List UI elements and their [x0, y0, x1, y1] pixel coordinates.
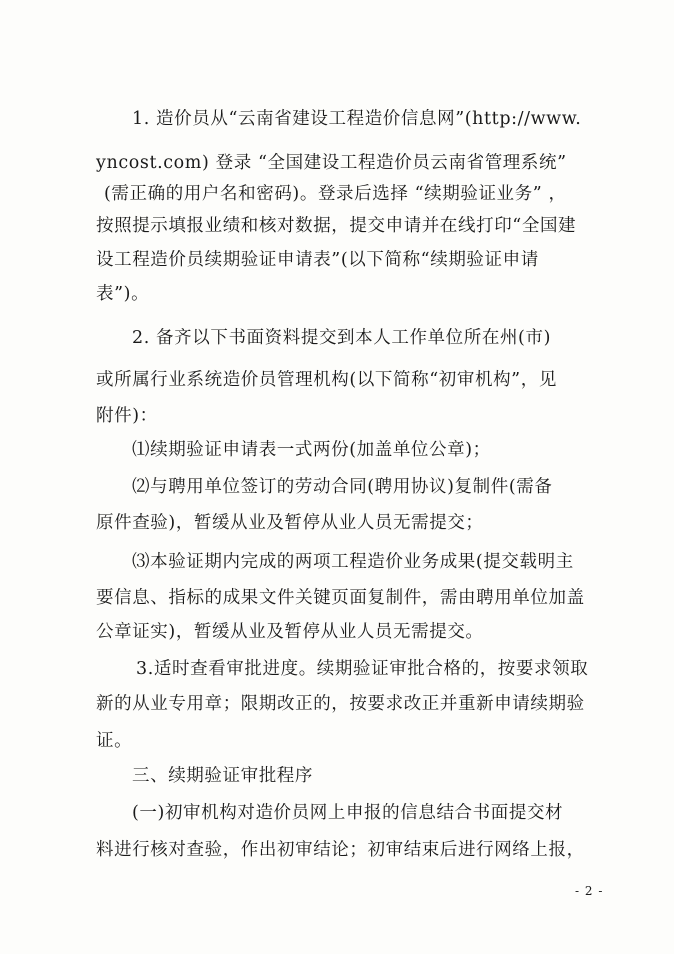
text-line: (需正确的用户名和密码)。登录后选择 “续期验证业务” ， — [104, 184, 567, 204]
text-line: 附件)： — [96, 406, 158, 426]
text-line: 证。 — [96, 731, 133, 751]
page-number: - 2 - — [575, 884, 604, 898]
text-line: 1. 造价员从“云南省建设工程造价信息网”(http://www. — [132, 109, 582, 129]
text-line: ⑶本验证期内完成的两项工程造价业务成果(提交载明主 — [132, 552, 574, 572]
text-line: 或所属行业系统造价员管理机构(以下简称“初审机构”，见 — [96, 370, 557, 390]
text-line: 表”)。 — [96, 284, 150, 304]
text-line: 料进行核对查验，作出初审结论；初审结束后进行网络上报， — [96, 840, 585, 860]
text-line: 公章证实)，暂缓从业及暂停从业人员无需提交。 — [96, 622, 484, 642]
text-line: 要信息、指标的成果文件关键页面复制件，需由聘用单位加盖 — [96, 588, 585, 608]
text-line: 设工程造价员续期验证申请表”(以下简称“续期验证申请 — [96, 250, 539, 270]
text-line: 2. 备齐以下书面资料提交到本人工作单位所在州(市) — [132, 328, 552, 348]
text-line: 原件查验)，暂缓从业及暂停从业人员无需提交； — [96, 513, 484, 533]
text-line: ⑵与聘用单位签订的劳动合同(聘用协议)复制件(需备 — [132, 477, 553, 497]
text-line: ⑴续期验证申请表一式两份(加盖单位公章)； — [132, 440, 491, 460]
text-line: 按照提示填报业绩和核对数据，提交申请并在线打印“全国建 — [96, 216, 577, 236]
text-line: (一)初审机构对造价员网上申报的信息结合书面提交材 — [132, 803, 564, 823]
text-line: 3.适时查看审批进度。续期验证审批合格的，按要求领取 — [136, 659, 589, 679]
text-line: yncost.com) 登录 “全国建设工程造价员云南省管理系统” — [96, 153, 567, 173]
text-line: 新的从业专用章；限期改正的，按要求改正并重新申请续期验 — [96, 694, 585, 714]
section-heading: 三、续期验证审批程序 — [132, 766, 313, 786]
